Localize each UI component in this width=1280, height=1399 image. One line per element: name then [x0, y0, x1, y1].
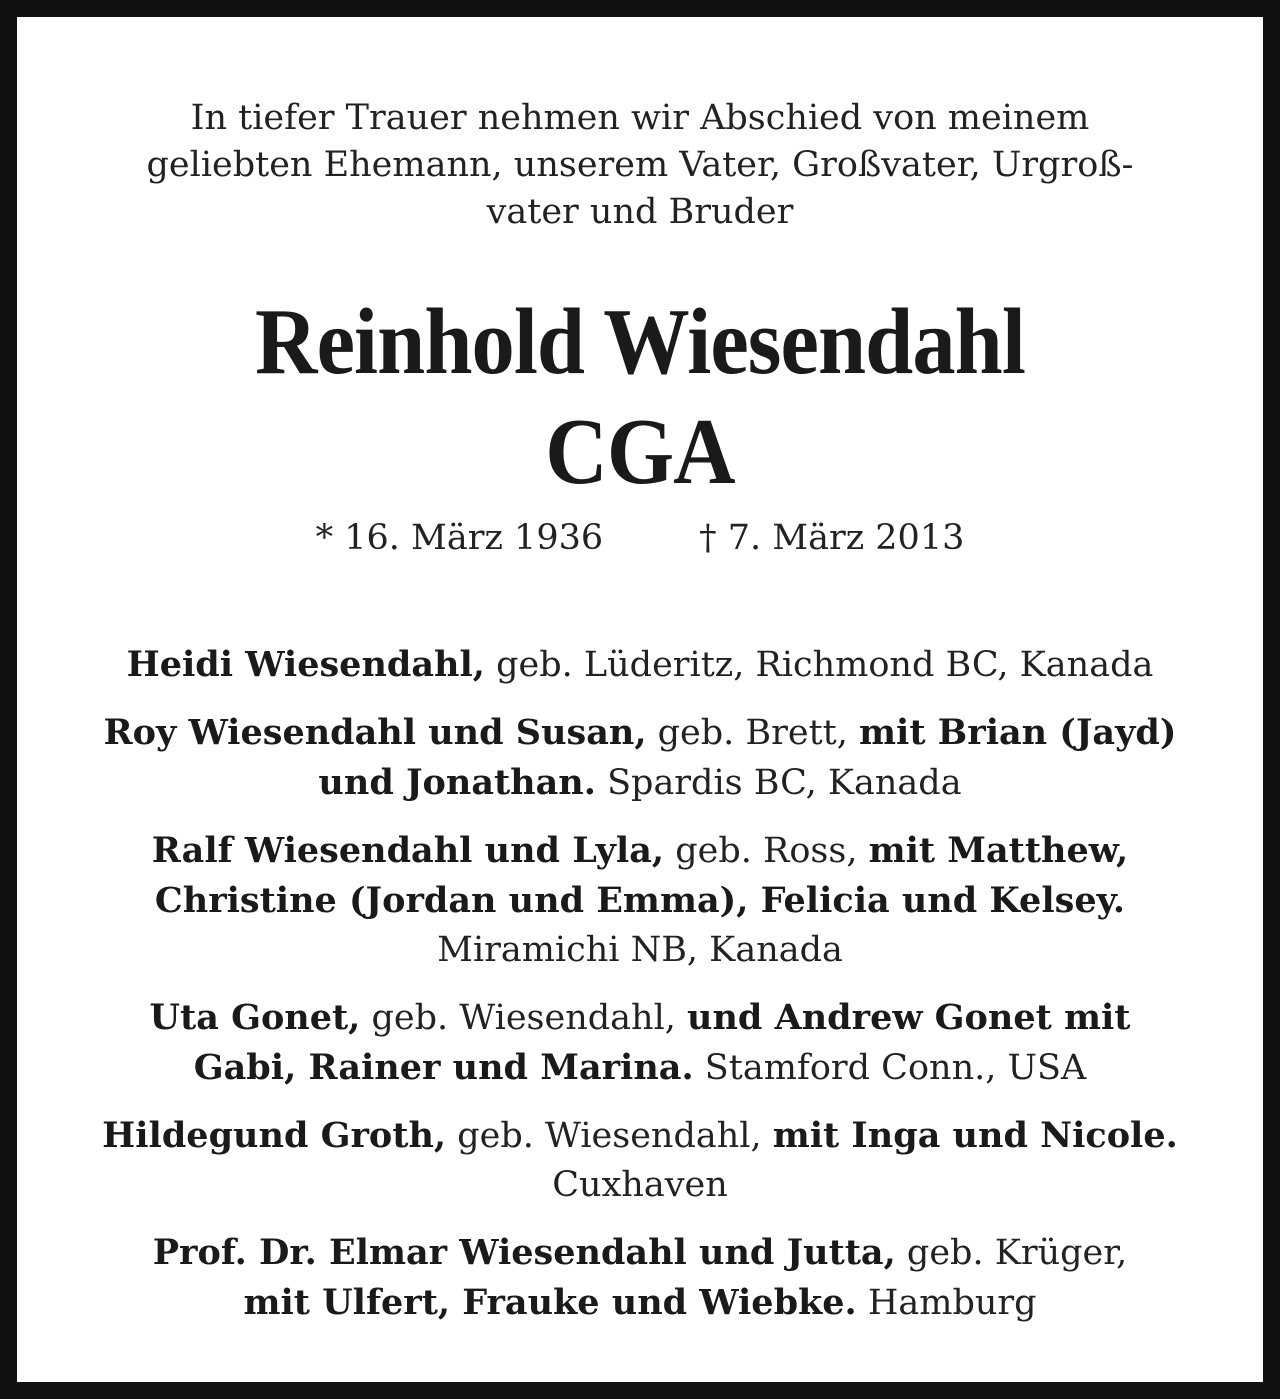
mourner-entry — [67, 708, 1213, 808]
mourner-children: und Jonathan. — [318, 762, 596, 803]
mourner-detail: geb. Wiesendahl, — [446, 1116, 773, 1156]
intro-line: In tiefer Trauer nehmen wir Abschied von meinem — [190, 98, 1090, 138]
intro-line: vater und Bruder — [486, 192, 794, 232]
mourner-location: Spardis BC, Kanada — [595, 763, 962, 803]
entry-line — [67, 826, 1213, 876]
mourner-name: Roy Wiesendahl und Susan, — [103, 712, 647, 753]
birth-date: * 16. März 1936 — [315, 518, 604, 558]
mourner-children: mit Brian (Jayd) — [858, 712, 1177, 753]
mourner-name: Ralf Wiesendahl und Lyla, — [151, 830, 665, 871]
mourner-location: Hamburg — [856, 1283, 1037, 1323]
deceased-name-block — [104, 287, 1177, 507]
entry-line — [67, 1161, 1213, 1210]
mourner-entry — [67, 1111, 1213, 1210]
mourner-location: Miramichi NB, Kanada — [437, 930, 843, 970]
entry-line — [67, 1043, 1213, 1093]
entry-line — [67, 1228, 1213, 1278]
mourner-name: Hildegund Groth, — [102, 1115, 447, 1156]
life-dates — [17, 515, 1263, 562]
mourner-detail: geb. Wiesendahl, — [360, 998, 688, 1038]
mourner-children: und Andrew Gonet mit — [687, 997, 1131, 1038]
mourner-children: mit Ulfert, Frauke und Wiebke. — [243, 1282, 857, 1323]
entry-line — [67, 926, 1213, 975]
mourner-entry — [67, 826, 1213, 975]
mourner-entry — [67, 993, 1213, 1093]
mourner-entry — [67, 640, 1213, 690]
mourner-detail: geb. Ross, — [664, 831, 869, 871]
mourners-list — [67, 640, 1213, 1346]
entry-line — [67, 1278, 1213, 1328]
entry-line — [67, 876, 1213, 926]
death-date: † 7. März 2013 — [699, 518, 965, 558]
mourner-location: Stamford Conn., USA — [693, 1048, 1087, 1088]
mourner-children: mit Matthew, — [868, 830, 1129, 871]
entry-line — [67, 758, 1213, 808]
deceased-title: CGA — [545, 400, 735, 504]
mourner-detail: geb. Krüger, — [895, 1233, 1128, 1273]
entry-line — [67, 1111, 1213, 1161]
mourner-children: Gabi, Rainer und Marina. — [193, 1047, 694, 1088]
mourner-children: mit Inga und Nicole. — [772, 1115, 1178, 1156]
mourner-name: Prof. Dr. Elmar Wiesendahl und Jutta, — [152, 1232, 896, 1273]
mourner-name: Uta Gonet, — [149, 997, 361, 1038]
mourner-detail: geb. Lüderitz, Richmond BC, Kanada — [484, 645, 1154, 685]
entry-line — [67, 708, 1213, 758]
mourner-children: Christine (Jordan und Emma), Felicia und Kelsey. — [154, 880, 1126, 921]
intro-line: geliebten Ehemann, unserem Vater, Großvater, Urgroß- — [146, 145, 1134, 185]
entry-line — [67, 640, 1213, 690]
deceased-name: Reinhold Wiesendahl — [255, 290, 1025, 394]
entry-line — [67, 993, 1213, 1043]
intro-text — [77, 95, 1203, 236]
mourner-location: Cuxhaven — [552, 1165, 728, 1205]
mourner-entry — [67, 1228, 1213, 1328]
mourner-name: Heidi Wiesendahl, — [126, 644, 485, 685]
mourner-detail: geb. Brett, — [646, 713, 859, 753]
